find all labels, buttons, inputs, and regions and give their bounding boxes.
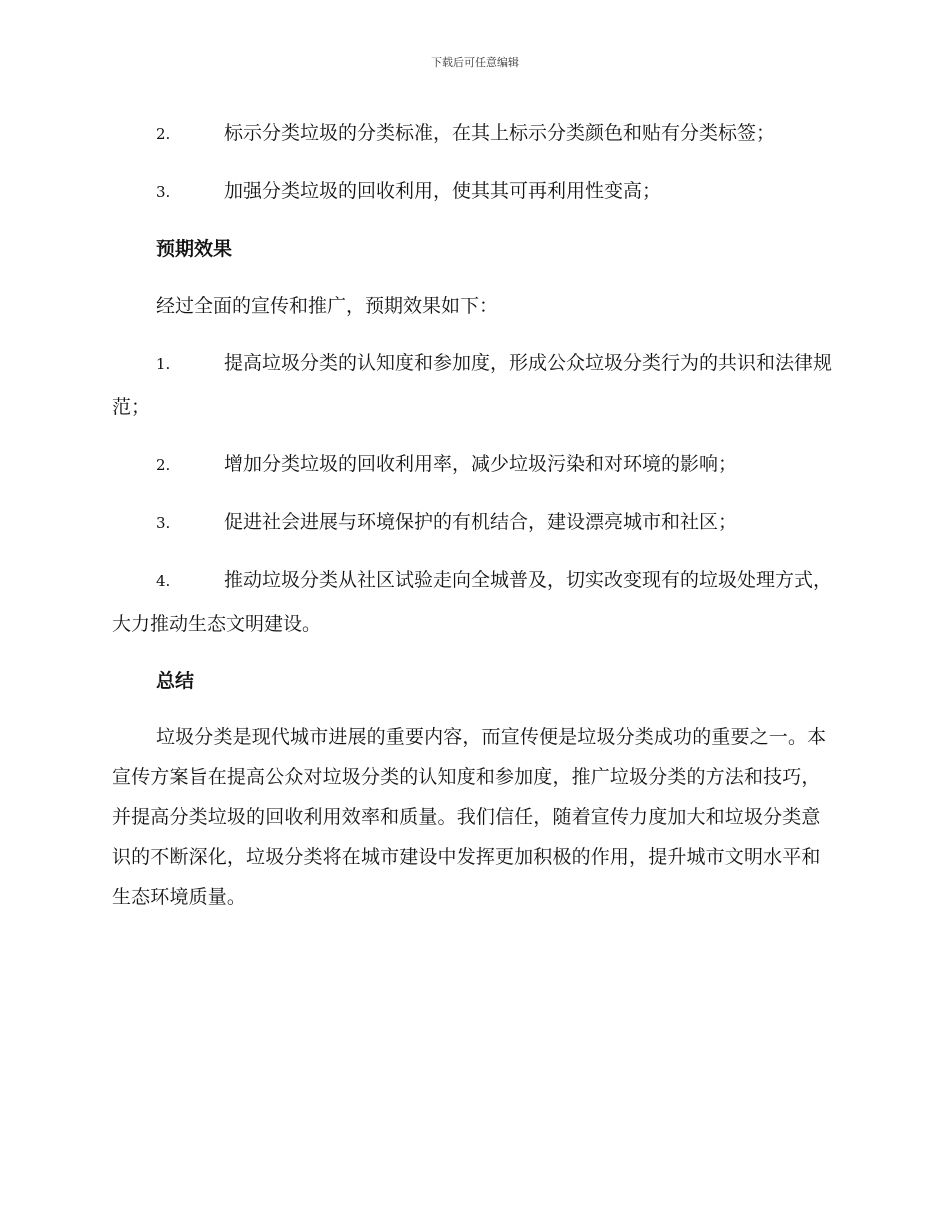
section-heading-summary: 总结 [156, 670, 195, 692]
list-number: 2. [156, 456, 171, 474]
summary-paragraph: 垃圾分类是现代城市进展的重要内容，而宣传便是垃圾分类成功的重要之一。本宣传方案旨在提高公众对垃圾分类的认知度和参加度，推广垃圾分类的方法和技巧，并提高分类垃圾的回收利用效率和质量。我们信任，随着宣传力度加大和垃圾分类意识的不断深化，垃圾分类将在城市建设中发挥更加积极的作用，提升城市文明水平和生态环境质量。 [112, 726, 827, 908]
list-item [112, 170, 836, 214]
list-item [112, 559, 836, 646]
list-text: 提高垃圾分类的认知度和参加度，形成公众垃圾分类行为的共识和法律规范； [112, 352, 833, 418]
list-text: 标示分类垃圾的分类标准，在其上标示分类颜色和贴有分类标签； [224, 122, 776, 144]
document-body [112, 112, 836, 931]
list-text: 加强分类垃圾的回收利用，使其其可再利用性变高； [224, 180, 662, 202]
list-text: 增加分类垃圾的回收利用率，减少垃圾污染和对环境的影响； [224, 453, 738, 475]
expected-intro: 经过全面的宣传和推广，预期效果如下： [156, 295, 499, 317]
list-number: 3. [156, 514, 171, 532]
list-item [112, 501, 836, 545]
list-item [112, 112, 836, 156]
page-header: 下载后可任意编辑 [431, 56, 519, 69]
section-heading-expected: 预期效果 [156, 238, 233, 260]
list-item [112, 443, 836, 487]
list-number: 2. [156, 125, 171, 143]
list-number: 1. [156, 355, 171, 373]
list-number: 3. [156, 183, 171, 201]
list-text: 推动垃圾分类从社区试验走向全城普及，切实改变现有的垃圾处理方式，大力推动生态文明建设。 [112, 569, 833, 635]
list-text: 促进社会进展与环境保护的有机结合，建设漂亮城市和社区； [224, 511, 738, 533]
list-item [112, 342, 836, 429]
list-number: 4. [156, 572, 171, 590]
